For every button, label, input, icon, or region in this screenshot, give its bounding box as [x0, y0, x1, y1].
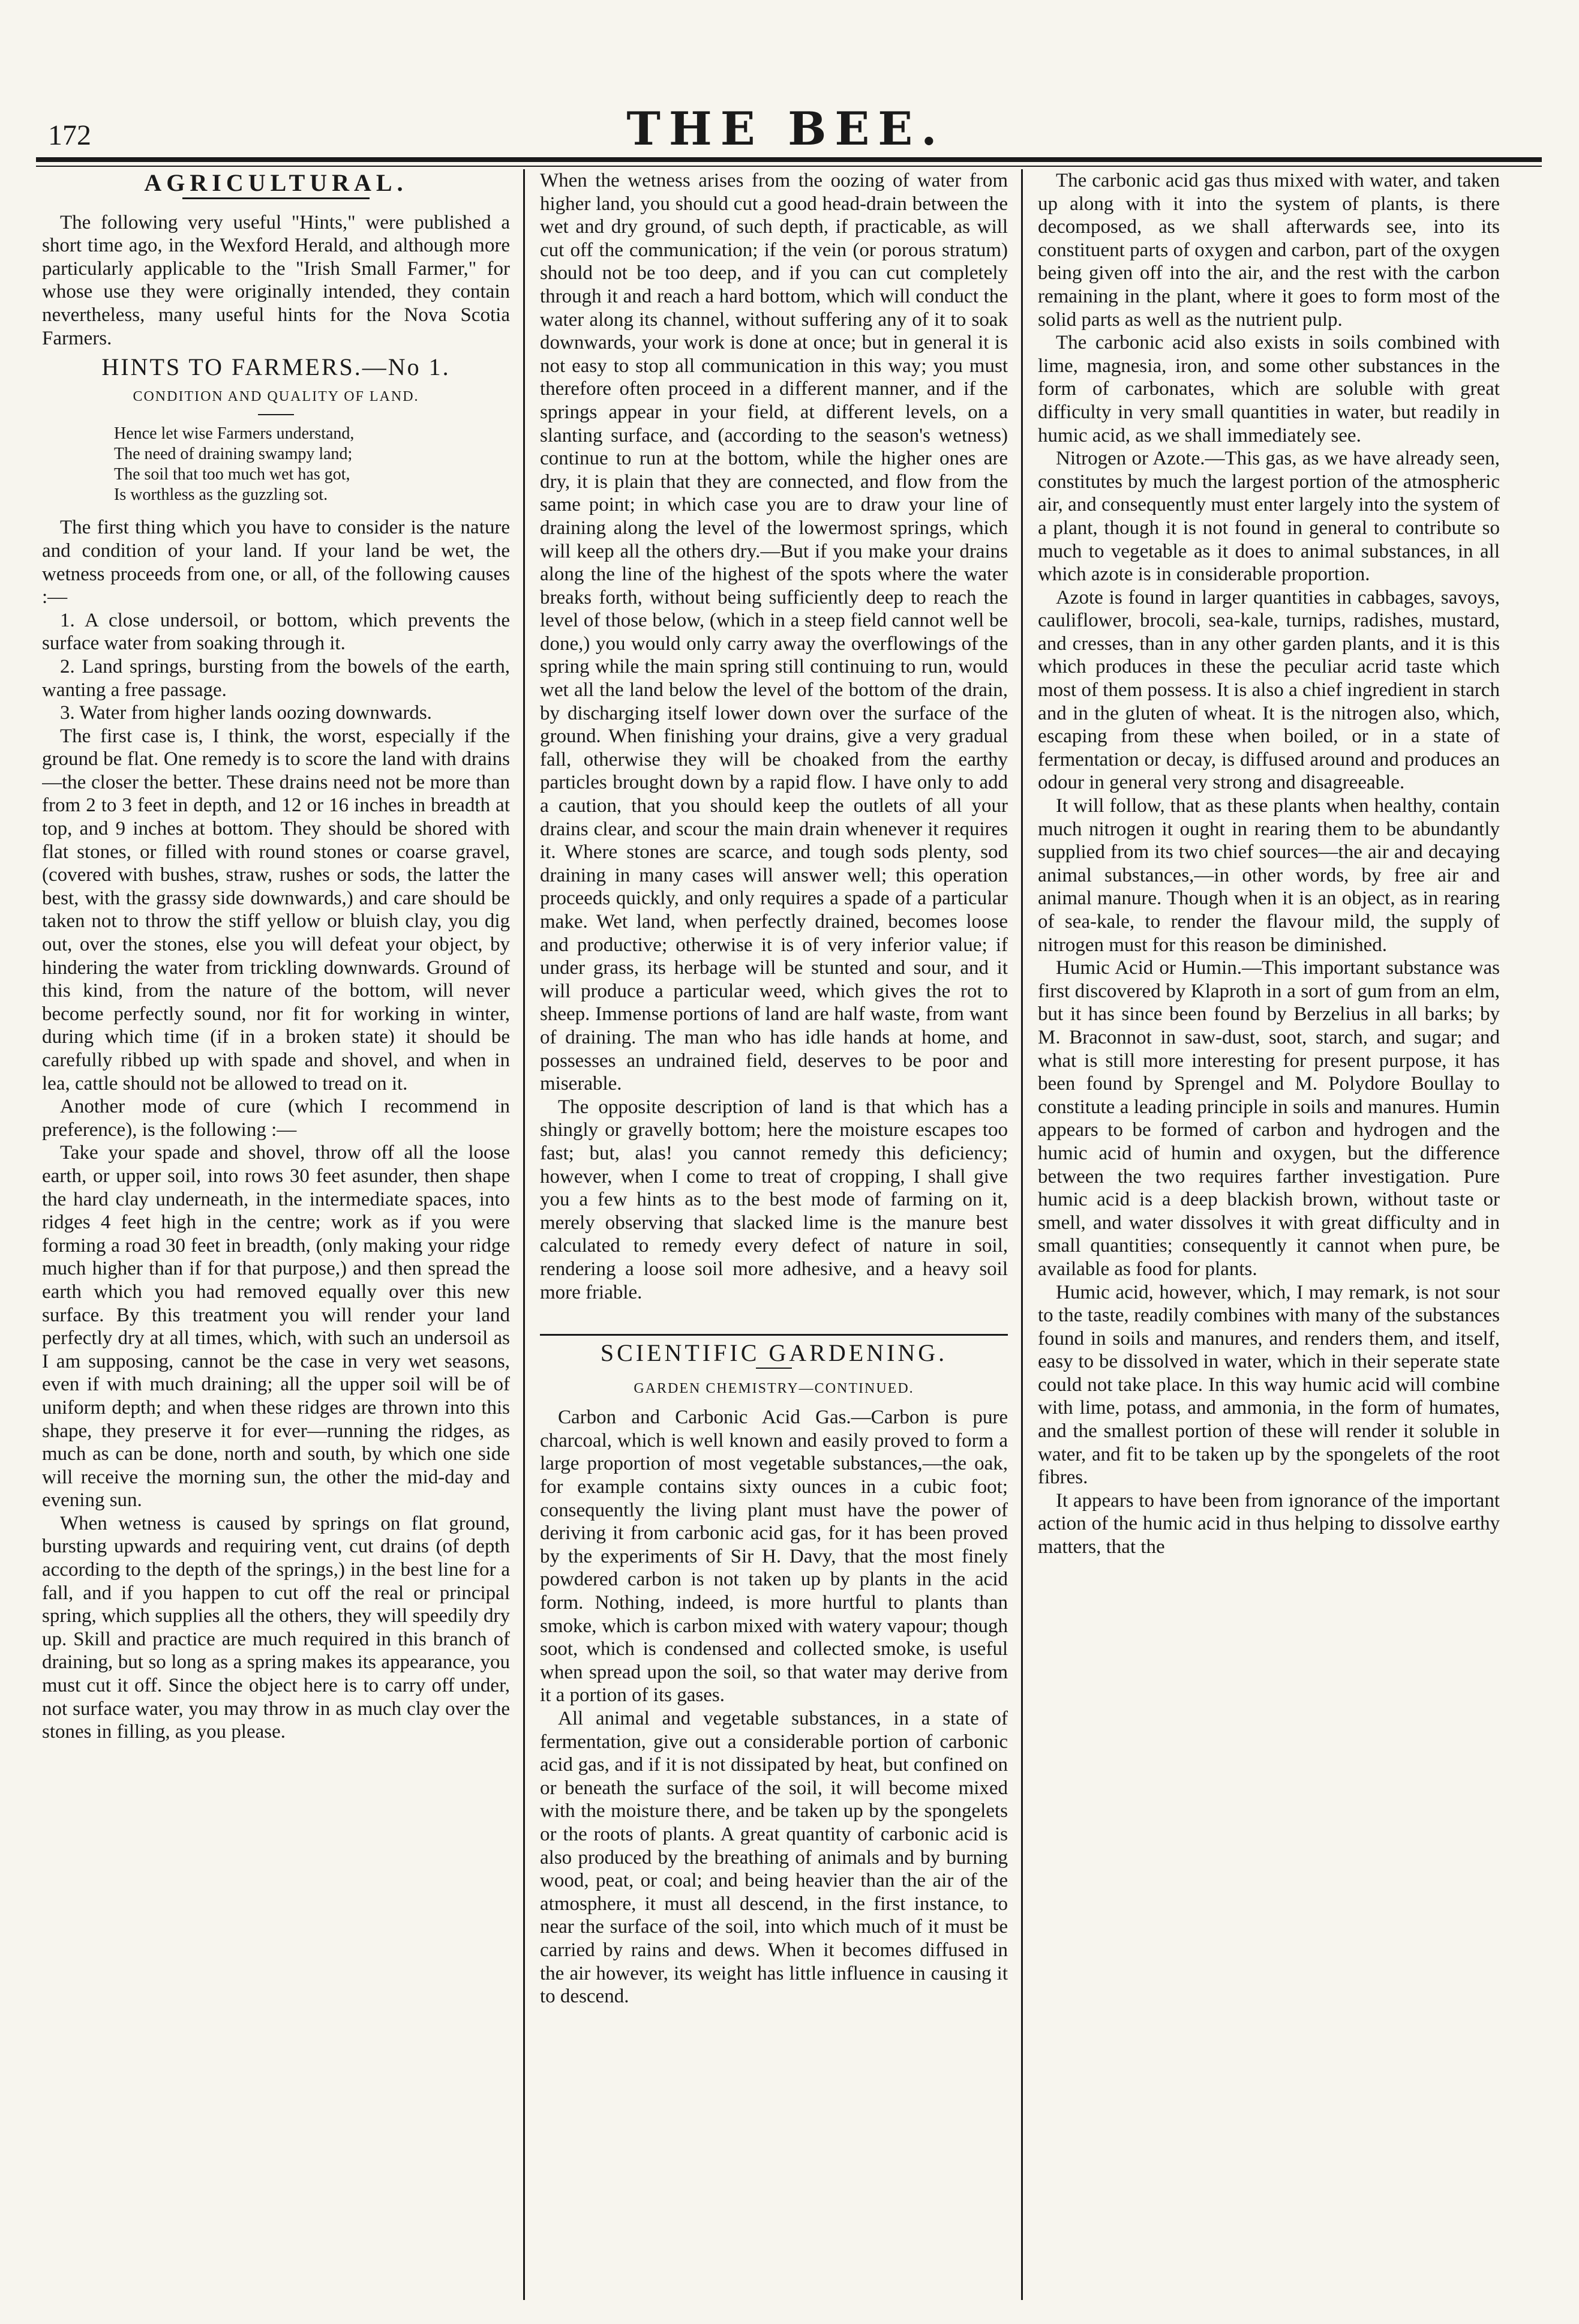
paragraph: Take your spade and shovel, throw off all the loose earth, or upper soil, into rows 30 feet asunder, then shape the hard clay underneath, in the intermediate spaces, into ridges 4 feet high in the centre; work as if you were forming a road 30 feet in breadth, (only making your ridge much higher than if for that purpose,) and then spread the earth which you had removed equally over this new surface. By this treatment you will render your land perfectly dry at all times, which, with such an undersoil as I am supposing, cannot be the case in very wet seasons, even if with much draining; all the upper soil will be of uniform depth; and when these ridges are thrown into this shape, they preserve it for ever—running the ridges, as much as can be done, north and south, by which one side will receive the morning sun, the other the mid-day and evening sun.	[42, 1142, 510, 1512]
hints-subtitle: CONDITION AND QUALITY OF LAND.	[133, 388, 419, 404]
column-divider	[523, 169, 525, 2300]
paragraph: It appears to have been from ignorance of the important action of the humic acid in thus helping to dissolve earthy matters, that the	[1038, 1489, 1500, 1558]
paragraph: Nitrogen or Azote.—This gas, as we have already seen, constitutes by much the largest portion of the atmospheric air, and consequently must enter largely into the system of a plant, though it is not found in general to contribute so much to vegetable as it does to animal substances, in all which azote is in considerable proportion.	[1038, 448, 1500, 586]
paragraph: Another mode of cure (which I recommend in preference), is the following :—	[42, 1096, 510, 1141]
page-number: 172	[48, 119, 91, 151]
paragraph: 2. Land springs, bursting from the bowels of the earth, wanting a free passage.	[42, 655, 510, 701]
verse-line: Hence let wise Farmers understand,	[114, 424, 355, 443]
hints-title: HINTS TO FARMERS.—No 1.	[101, 353, 451, 381]
short-rule	[258, 414, 294, 415]
gardening-subtitle: GARDEN CHEMISTRY—CONTINUED.	[634, 1380, 914, 1396]
paragraph: Azote is found in larger quantities in cabbages, savoys, cauliflower, brocoli, sea-kale, turnips, radishes, mustard, and cresses, than in any other garden plants, and it is this which produces in these the peculiar acrid taste which most of them possess. It is also a chief ingredient in starch and in the gluten of wheat. It is the nitrogen also, which, escaping from these when boiled, or in a state of fermentation or decay, is diffused around and produces an odour in general very strong and disagreeable.	[1038, 586, 1500, 794]
newspaper-title: THE BEE.	[626, 102, 945, 155]
column-2	[540, 169, 1008, 2300]
short-rule	[756, 1368, 792, 1369]
paragraph: Humic acid, however, which, I may remark, is not sour to the taste, readily combines with many of the substances found in soils and manures, and renders them, and itself, easy to be dissolved in water, which in their seperate state could not take place. In this way humic acid will combine with lime, potass, and ammonia, in the form of humates, and the smallest portion of these will render it soluble in water, and fit to be taken up by the spongelets of the root fibres.	[1038, 1281, 1500, 1489]
verse	[114, 424, 510, 505]
spacer	[540, 1304, 1008, 1328]
paragraph: All animal and vegetable substances, in a state of fermentation, give out a considerable portion of carbonic acid gas, and if it is not dissipated by heat, but confined on or beneath the surface of the soil, it will become mixed with the moisture there, and be taken up by the spongelets or the roots of plants. A great quantity of carbonic acid is also produced by the breathing of animals and by burning wood, peat, or coal; and being heavier than the air of the atmosphere, it must all descend, in the first instance, to near the surface of the soil, into which much of it must be carried by rains and dews. When it becomes diffused in the air however, its weight has little influence in causing it to descend.	[540, 1708, 1008, 2008]
paragraph: When wetness is caused by springs on flat ground, bursting upwards and requiring vent, cut drains (of depth according to the depth of the springs,) in the best line for a fall, and if you happen to cut off the real or principal spring, which supplies all the others, they will speedily dry up. Skill and practice are much required in this branch of draining, but so long as a spring makes its appearance, you must cut it off. Since the object here is to carry off under, not surface water, you may throw in as much clay over the stones in filling, as you please.	[42, 1512, 510, 1743]
header-rule-thin	[36, 166, 1542, 167]
paragraph: When the wetness arises from the oozing of water from higher land, you should cut a good head-drain between the wet and dry ground, of such depth, if practicable, as will cut off the communication; if the vein (or porous stratum) should not be too deep, and if you can cut completely through it and reach a hard bottom, which will conduct the water along its channel, without suffering any of it to soak downwards, your work is done at once; but in general it is not easy to stop all communication in this way; you must therefore often proceed in a different manner, and if the springs appear in your field, at different levels, on a slanting surface, and (according to the season's wetness) continue to run at the bottom, while the higher ones are dry, it is plain that they are connected, and flow from the same point; in which case you are to draw your line of draining along the level of the lowermost springs, which will keep all the others dry.—But if you make your drains along the line of the highest of the spots where the water breaks forth, without being sufficiently deep to reach the level of those below, (which in a steep field cannot well be done,) you would only carry away the overflowings of the spring while the main spring still continuing to run, would wet all the land below the level of the bottom of the drain, by discharging itself lower down over the surface of the ground. When finishing your drains, give a very gradual fall, otherwise they will be choaked from the earthy particles brought down by a rapid flow. I have only to add a caution, that you should keep the outlets of all your drains clear, and scour the main drain whenever it requires it. Where stones are scarce, and tough sods plenty, sod draining in many cases will answer well; this operation proceeds quickly, and only requires a spade of a particular make. Wet land, when perfectly drained, becomes loose and productive; otherwise it is of very inferior value; if under grass, its herbage will be stunted and sour, and it will produce a particular weed, which gives the rot to sheep. Immense portions of land are half waste, from want of draining. The man who has idle hands at home, and possesses an undrained field, deserves to be poor and miserable.	[540, 170, 1008, 1095]
paragraph: The carbonic acid gas thus mixed with water, and taken up along with it into the system of plants, is there decomposed, as we shall afterwards see, into its constituent parts of oxygen and carbon, part of the oxygen being given off into the air, and the rest with the carbon remaining in the plant, where it goes to form most of the solid parts as well as the nutrient pulp.	[1038, 170, 1500, 331]
section-title-agricultural: AGRICULTURAL.	[144, 169, 408, 196]
paragraph: Humic Acid or Humin.—This important substance was first discovered by Klaproth in a sort of gum from an elm, but it has since been found by Berzelius in all barks; by M. Braconnot in saw-dust, soot, starch, and sugar; and what is still more interesting for present purpose, it has been found by Sprengel and M. Polydore Boullay to constitute a leading principle in soils and manures. Humin appears to be formed of carbon and hydrogen and the humic acid of humin and oxygen, but the difference between the two requires farther investigation. Pure humic acid is a deep blackish brown, without taste or smell, and water dissolves it with great difficulty and in small quantities; consequently it cannot when pure, be available as food for plants.	[1038, 957, 1500, 1280]
section-rule	[540, 1334, 1008, 1336]
paragraph: Carbon and Carbonic Acid Gas.—Carbon is pure charcoal, which is well known and easily proved to form a large proportion of most vegetable substances,—the oak, for example contains sixty ounces in a cubic foot; consequently the living plant must have the power of deriving it from carbonic acid gas, for it has been proved by the experiments of Sir H. Davy, that the most finely powdered carbon is not taken up by plants in the acid form. Nothing, indeed, is more hurtful to plants than smoke, which is carbon mixed with watery vapour; though soot, which is condensed and collected smoke, is useful when spread upon the soil, so that water may derive from it a portion of its gases.	[540, 1407, 1008, 1707]
intro-paragraph: The following very useful "Hints," were published a short time ago, in the Wexford Herald, and although more particularly applicable to the "Irish Small Farmer," for whose use they were originally intended, they contain nevertheless, many useful hints for the Nova Scotia Farmers.	[42, 211, 510, 349]
paragraph: The first thing which you have to consider is the nature and condition of your land. If your land be wet, the wetness proceeds from one, or all, of the following causes :—	[42, 517, 510, 608]
paragraph: The first case is, I think, the worst, especially if the ground be flat. One remedy is to score the land with drains—the closer the better. These drains need not be more than from 2 to 3 feet in depth, and 12 or 16 inches in breadth at top, and 9 inches at bottom. They should be shored with flat stones, or filled with round stones or coarse gravel, (covered with bushes, straw, rushes or sods, the latter the best, with the grassy side downwards,) and care should be taken not to throw the stiff yellow or bluish clay, you dig out, over the stones, else you will defeat your object, by hindering the water from trickling downwards. Ground of this kind, from the nature of the bottom, will never become perfectly sound, nor fit for working in winter, during which time (if in a broken state) it should be carefully ribbed up with spade and shovel, and when in lea, cattle should not be allowed to tread on it.	[42, 725, 510, 1094]
paragraph: It will follow, that as these plants when healthy, contain much nitrogen it ought in rearing them to be abundantly supplied from its two chief sources—the air and decaying animal substances,—in other words, by free air and animal manure. Though when it is an object, as in rearing of sea-kale, to render the flavour mild, the supply of nitrogen must for this reason be diminished.	[1038, 795, 1500, 956]
column-divider	[1021, 169, 1023, 2300]
paragraph: The carbonic acid also exists in soils combined with lime, magnesia, iron, and some other substances in the form of carbonates, which are soluble with great difficulty in very small quantities in water, but readily in humic acid, as we shall immediately see.	[1038, 332, 1500, 446]
section-rule	[182, 197, 370, 199]
section-title-scientific-gardening: SCIENTIFIC GARDENING.	[600, 1339, 948, 1367]
verse-line: The need of draining swampy land;	[114, 445, 353, 464]
masthead	[36, 90, 1536, 155]
paragraph: 3. Water from higher lands oozing downwards.	[60, 702, 432, 724]
header-rule	[36, 157, 1542, 162]
verse-line: Is worthless as the guzzling sot.	[114, 485, 328, 505]
column-1	[42, 169, 510, 2300]
verse-line: The soil that too much wet has got,	[114, 465, 350, 484]
paragraph: The opposite description of land is that which has a shingly or gravelly bottom; here the moisture escapes too fast; but, alas! you cannot remedy this deficiency; however, when I come to treat of cropping, I shall give you a few hints as to the best mode of farming on it, merely observing that slacked lime is the manure best calculated to remedy every defect of nature in soil, rendering a loose soil more adhesive, and a heavy soil more friable.	[540, 1096, 1008, 1303]
paragraph: 1. A close undersoil, or bottom, which prevents the surface water from soaking through it.	[42, 609, 510, 655]
column-3	[1038, 169, 1500, 2300]
